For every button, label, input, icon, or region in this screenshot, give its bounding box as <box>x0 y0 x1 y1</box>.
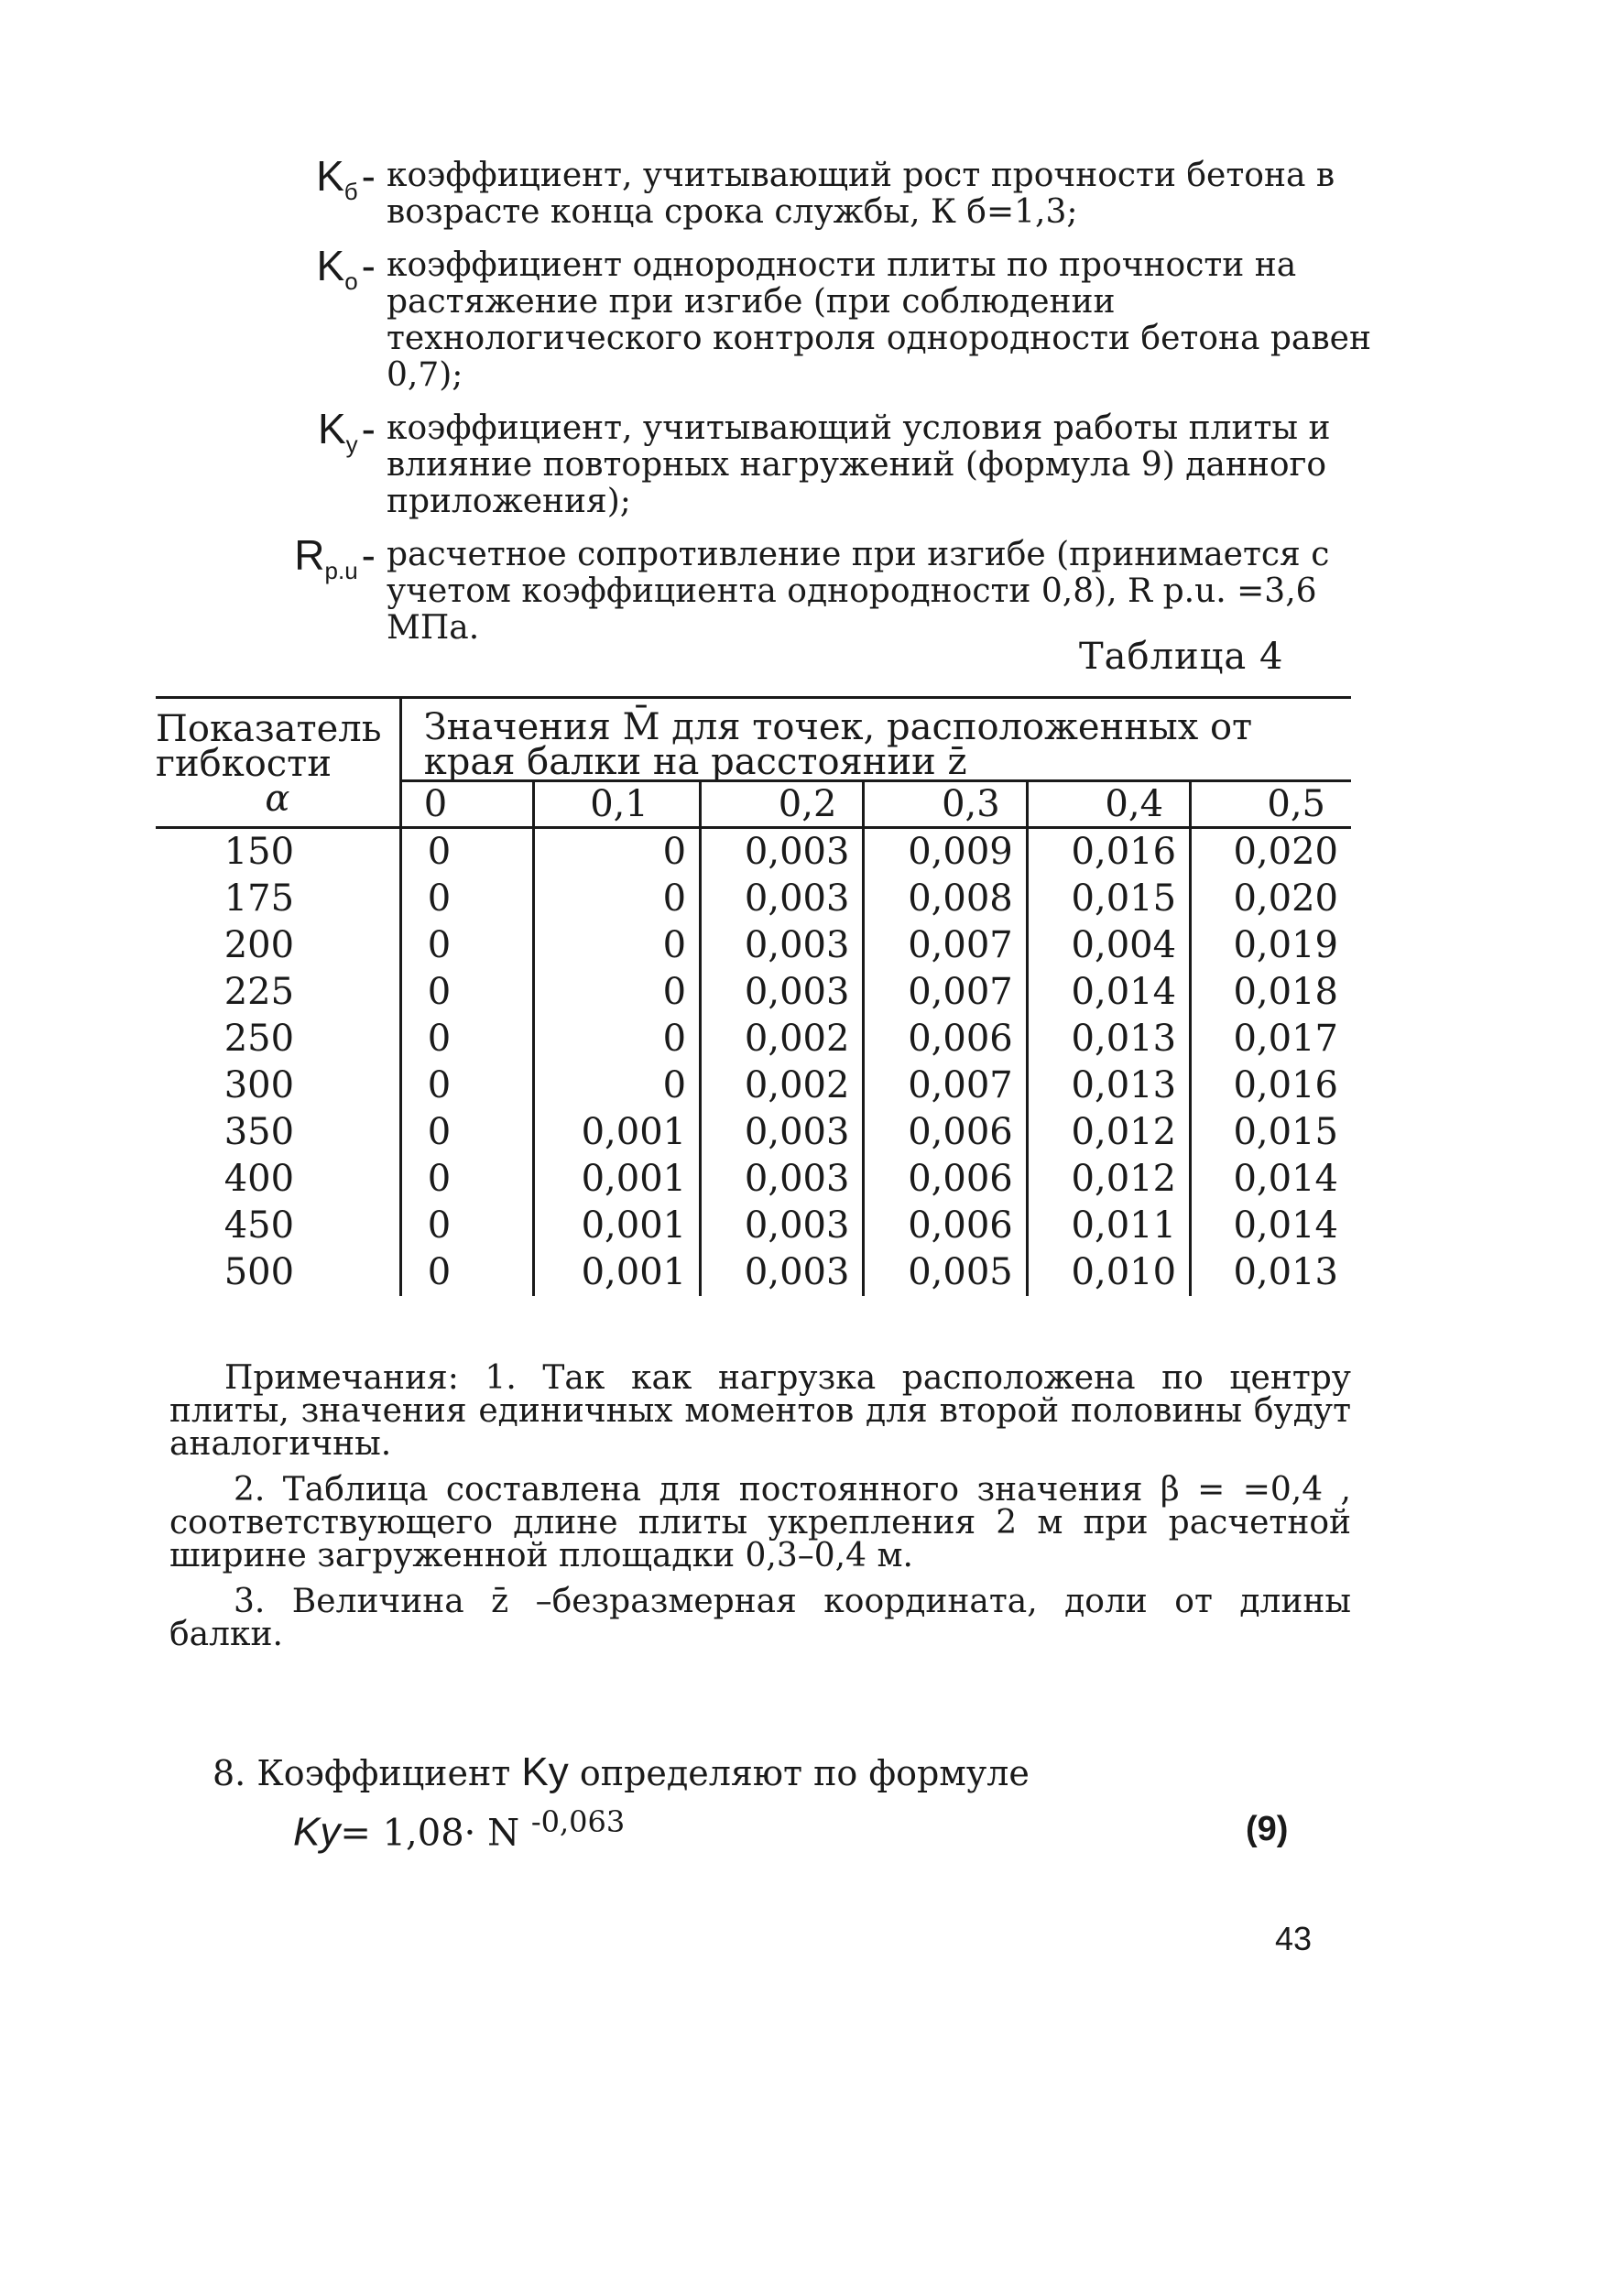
definition-symbol <box>275 242 387 394</box>
value-cell: 0,016 <box>1191 1062 1351 1109</box>
value-cell: 0,002 <box>701 1062 864 1109</box>
symbol-subscript: р.u <box>324 557 358 585</box>
value-cell: 0,008 <box>864 876 1027 922</box>
column-header: 0,3 <box>864 781 1027 828</box>
value-cell: 0,010 <box>1027 1249 1190 1296</box>
note-1: Примечания: 1. Так как нагрузка расположена по центру плиты, значения единичных моментов для второй половины будут аналогичны. <box>169 1359 1351 1463</box>
definition-symbol <box>275 531 387 647</box>
symbol-dash: - <box>361 242 376 289</box>
value-cell: 0,007 <box>864 1062 1027 1109</box>
value-cell: 0 <box>400 1203 533 1249</box>
value-cell: 0,004 <box>1027 922 1190 969</box>
formula-rhs: = 1,08· N <box>340 1812 520 1855</box>
value-cell: 0 <box>534 828 701 877</box>
value-cell: 0,001 <box>534 1203 701 1249</box>
note-2: 2. Таблица составлена для постоянного значения β = =0,4 , соответствующего длине плиты укрепления 2 м при расчетной ширине загруженной площадки 0,3–0,4 м. <box>169 1471 1351 1574</box>
value-cell: 0 <box>534 876 701 922</box>
symbol-dash: - <box>361 531 376 579</box>
definition-symbol <box>275 405 387 520</box>
value-cell: 0,003 <box>701 1203 864 1249</box>
notes <box>169 1359 1351 1664</box>
value-cell: 0,020 <box>1191 876 1351 922</box>
definition-symbol <box>275 152 387 231</box>
value-cell: 0,005 <box>864 1249 1027 1296</box>
value-cell: 0 <box>400 1016 533 1062</box>
value-cell: 0,001 <box>534 1249 701 1296</box>
value-cell: 0,006 <box>864 1109 1027 1156</box>
value-cell: 0,007 <box>864 922 1027 969</box>
alpha-cell: 225 <box>223 971 295 1013</box>
definition-text: коэффициент, учитывающий рост прочности бетона в возрасте конца срока службы, К б=1,3; <box>387 157 1335 231</box>
table-4 <box>156 696 1351 1296</box>
definition-text: коэффициент однородности плиты по прочности на растяжение при изгибе (при соблюдении технологического контроля однородности бетона равен 0,7); <box>387 246 1371 394</box>
column-header: 0,5 <box>1191 781 1351 828</box>
definition-text: коэффициент, учитывающий условия работы плиты и влияние повторных нагружений (формула 9) данного приложения); <box>387 409 1331 520</box>
symbol-letter: R <box>294 531 325 579</box>
value-cell: 0,013 <box>1027 1016 1190 1062</box>
symbol-dash: - <box>361 152 376 200</box>
value-cell: 0 <box>400 1109 533 1156</box>
definition-text: расчетное сопротивление при изгибе (принимается с учетом коэффициента однородности 0,8), R р.u. =3,6 МПа. <box>387 536 1330 647</box>
value-cell: 0,014 <box>1027 969 1190 1016</box>
symbol-letter: K <box>316 242 345 289</box>
value-cell: 0,006 <box>864 1203 1027 1249</box>
value-cell: 0,003 <box>701 876 864 922</box>
column-header: 0,4 <box>1027 781 1190 828</box>
value-cell: 0,002 <box>701 1016 864 1062</box>
value-cell: 0,014 <box>1191 1203 1351 1249</box>
table-row <box>156 969 1351 1016</box>
value-cell: 0,003 <box>701 922 864 969</box>
value-cell: 0 <box>400 1062 533 1109</box>
alpha-cell: 250 <box>223 1018 295 1060</box>
table-row <box>156 1203 1351 1249</box>
alpha-cell: 175 <box>223 877 295 920</box>
value-cell: 0,019 <box>1191 922 1351 969</box>
table-row <box>156 1016 1351 1062</box>
symbol-subscript: б <box>343 178 358 206</box>
value-cell: 0,012 <box>1027 1109 1190 1156</box>
table-row <box>156 1156 1351 1203</box>
data-table <box>156 696 1351 1296</box>
formula-intro-symbol: Kу <box>521 1749 569 1794</box>
value-cell: 0,014 <box>1191 1156 1351 1203</box>
row-header-label: Показатель гибкости <box>156 708 382 785</box>
value-cell: 0 <box>400 922 533 969</box>
definition-item <box>275 152 1374 231</box>
value-cell: 0,017 <box>1191 1016 1351 1062</box>
column-header: 0 <box>400 781 533 828</box>
alpha-cell: 200 <box>223 924 295 966</box>
formula-9 <box>293 1804 625 1855</box>
alpha-cell: 450 <box>223 1204 295 1247</box>
row-header-symbol: α <box>265 778 290 820</box>
value-cell: 0,003 <box>701 1109 864 1156</box>
value-cell: 0,016 <box>1027 828 1190 877</box>
value-cell: 0 <box>534 1062 701 1109</box>
table-row <box>156 828 1351 877</box>
value-cell: 0,013 <box>1027 1062 1190 1109</box>
symbol-subscript: о <box>344 267 358 296</box>
value-cell: 0 <box>400 969 533 1016</box>
value-cell: 0 <box>534 1016 701 1062</box>
alpha-cell: 500 <box>223 1251 295 1293</box>
value-cell: 0,009 <box>864 828 1027 877</box>
value-cell: 0,018 <box>1191 969 1351 1016</box>
formula-intro-before: 8. Коэффициент <box>213 1753 511 1793</box>
formula-exponent: -0,063 <box>530 1804 626 1839</box>
formula-intro-after: определяют по формуле <box>579 1753 1030 1793</box>
value-cell: 0 <box>400 1156 533 1203</box>
value-cell: 0,006 <box>864 1016 1027 1062</box>
value-cell: 0,012 <box>1027 1156 1190 1203</box>
value-cell: 0,013 <box>1191 1249 1351 1296</box>
alpha-cell: 300 <box>223 1064 295 1106</box>
symbol-letter: K <box>316 152 344 200</box>
value-cell: 0 <box>534 969 701 1016</box>
value-cell: 0,003 <box>701 1156 864 1203</box>
alpha-cell: 400 <box>223 1158 295 1200</box>
value-cell: 0,003 <box>701 1249 864 1296</box>
table-row <box>156 1062 1351 1109</box>
value-cell: 0,003 <box>701 969 864 1016</box>
value-cell: 0 <box>534 922 701 969</box>
value-cell: 0,007 <box>864 969 1027 1016</box>
value-cell: 0 <box>400 1249 533 1296</box>
alpha-cell: 350 <box>223 1111 295 1153</box>
table-caption: Таблица 4 <box>1079 636 1284 678</box>
column-header: 0,1 <box>534 781 701 828</box>
table-row <box>156 922 1351 969</box>
column-header: 0,2 <box>701 781 864 828</box>
symbol-letter: K <box>317 405 346 452</box>
table-row <box>156 1249 1351 1296</box>
definitions-list <box>275 152 1374 663</box>
value-cell: 0,015 <box>1027 876 1190 922</box>
symbol-subscript: у <box>345 430 358 459</box>
definition-item <box>275 242 1374 394</box>
alpha-cell: 150 <box>156 828 400 877</box>
note-3: 3. Величина z̄ –безразмерная координата, доли от длины балки. <box>169 1583 1351 1653</box>
formula-intro <box>213 1749 1030 1795</box>
value-cell: 0,015 <box>1191 1109 1351 1156</box>
definition-item <box>275 531 1374 647</box>
value-cell: 0 <box>400 876 533 922</box>
formula-lhs: Kу <box>293 1809 341 1855</box>
value-cell: 0,001 <box>534 1156 701 1203</box>
table-row <box>156 876 1351 922</box>
value-cell: 0,001 <box>534 1109 701 1156</box>
value-cell: 0,006 <box>864 1156 1027 1203</box>
value-cell: 0 <box>400 828 533 877</box>
table-row <box>156 1109 1351 1156</box>
page-number: 43 <box>1275 1920 1313 1957</box>
symbol-dash: - <box>361 405 376 452</box>
row-header <box>156 698 400 828</box>
value-cell: 0,003 <box>701 828 864 877</box>
value-cell: 0,020 <box>1191 828 1351 877</box>
value-cell: 0,011 <box>1027 1203 1190 1249</box>
formula-number: (9) <box>1246 1810 1289 1848</box>
definition-item <box>275 405 1374 520</box>
span-header: Значения M̄ для точек, расположенных от края балки на расстоянии z̄ <box>400 698 1351 781</box>
